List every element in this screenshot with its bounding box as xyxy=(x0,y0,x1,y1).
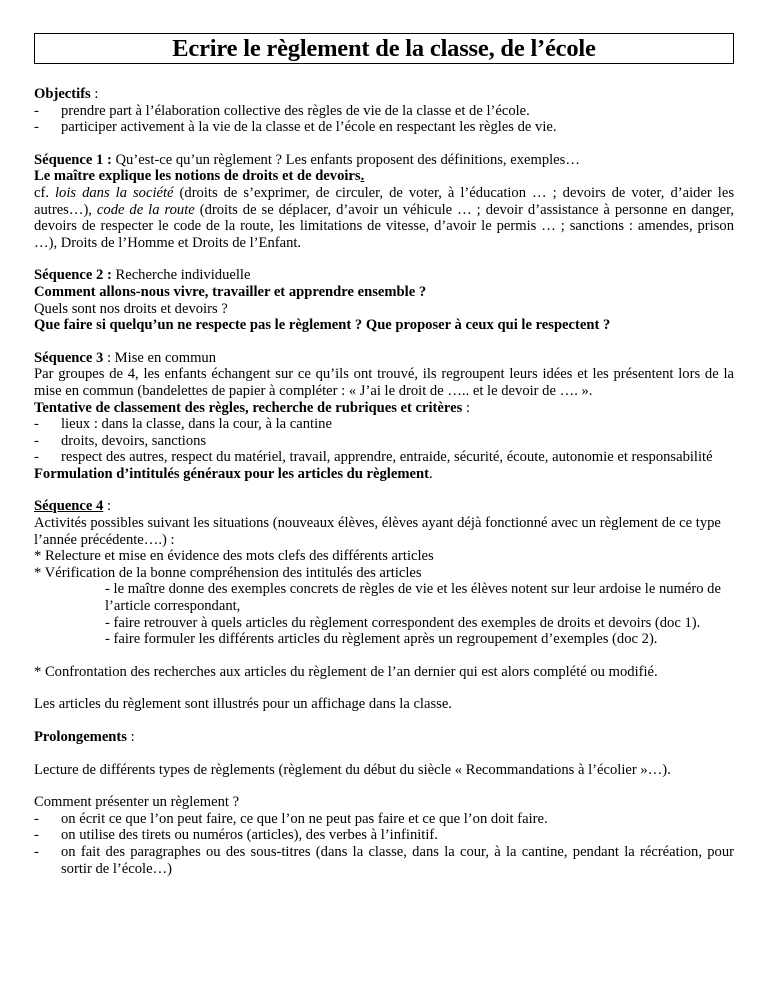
seq3-item: - lieux : dans la classe, dans la cour, à la cantine xyxy=(34,416,734,433)
seq1-intro: Qu’est-ce qu’un règlement ? Les enfants proposent des définitions, exemples… xyxy=(111,151,580,168)
prolongements-item: - on écrit ce que l’on peut faire, ce que l’on ne peut pas faire et ce que l’on doit faire. xyxy=(34,811,734,828)
seq1-bold-end: . xyxy=(360,168,365,185)
prolongements-item: - on utilise des tirets ou numéros (articles), des verbes à l’infinitif. xyxy=(34,827,734,844)
seq1-lois: lois dans la société xyxy=(55,184,174,201)
seq3-tentative xyxy=(34,400,734,417)
objectifs-suffix: : xyxy=(90,86,99,102)
seq3-paragraph: Par groupes de 4, les enfants échangent sur ce qu’ils ont trouvé, ils regroupent leurs idées et les présentent lors de la mise en commun (bandelettes de papier à compléter : « J’ai le droit de ….. et le devoir de …. ». xyxy=(34,366,734,399)
seq1-cf: cf. xyxy=(34,184,55,201)
seq2-question-3: Que faire si quelqu’un ne respecte pas le règlement ? Que proposer à ceux qui le respectent ? xyxy=(34,317,611,334)
prolongements-suffix: : xyxy=(126,729,135,745)
seq3-formulation xyxy=(34,466,734,483)
prolongements-heading xyxy=(34,729,734,746)
seq2-question-1: Comment allons-nous vivre, travailler et apprendre ensemble ? xyxy=(34,283,427,300)
prolongements-label: Prolongements xyxy=(34,729,127,745)
seq1-heading xyxy=(34,152,734,169)
seq4-sub-item xyxy=(34,581,734,614)
seq4-star-1: * Relecture et mise en évidence des mots clefs des différents articles xyxy=(34,548,434,565)
seq4-star-2: * Vérification de la bonne compréhension des intitulés des articles xyxy=(34,564,422,581)
seq1-code-text: (droits de se déplacer, d’avoir un véhicule … ; devoir d’assistance à personne en danger, devoirs de respecter le code de la route, les limitations de vitesse, d’avoir le permis … ; sanctions : amendes, prison …), Droits de l’Homme et Droits de l’Enfant. xyxy=(34,201,734,251)
objectif-item: - participer activement à la vie de la classe et de l’école en respectant les règles de vie. xyxy=(34,119,734,136)
seq2-intro: Recherche individuelle xyxy=(111,267,251,284)
seq3-label: Séquence 3 xyxy=(34,349,104,366)
seq4-illustres: Les articles du règlement sont illustrés pour un affichage dans la classe. xyxy=(34,696,452,713)
seq1-lois-text: (droits de s’exprimer, de circuler, de voter, à l’éducation … ; devoirs de voter, d’aider les autres…), xyxy=(34,184,734,218)
seq3-heading xyxy=(34,350,734,367)
seq3-intro: : Mise en commun xyxy=(103,349,217,366)
seq4-sub-text: - le maître donne des exemples concrets de règles de vie et les élèves notent sur leur ardoise le numéro de l’article correspondant, xyxy=(105,581,721,615)
objectifs-label: Objectifs xyxy=(34,86,91,102)
seq3-formulation-bold: Formulation d’intitulés généraux pour les articles du règlement xyxy=(34,465,429,482)
seq1-bold: Le maître explique les notions de droits et de devoirs xyxy=(34,168,361,185)
seq2-heading xyxy=(34,267,734,284)
prolongements-question: Comment présenter un règlement ? xyxy=(34,794,240,811)
objectif-item: - prendre part à l’élaboration collective des règles de vie de la classe et de l’école. xyxy=(34,103,734,120)
objectifs-heading xyxy=(34,86,734,103)
seq1-bold-line xyxy=(34,168,734,185)
seq4-confrontation: * Confrontation des recherches aux articles du règlement de l’an dernier qui est alors complété ou modifié. xyxy=(34,663,658,680)
prolongements-lecture: Lecture de différents types de règlements (règlement du début du siècle « Recommandations à l’écolier »…). xyxy=(34,761,671,778)
seq4-sub-item: - faire retrouver à quels articles du règlement correspondent des exemples de droits et devoirs (doc 1). xyxy=(105,614,701,631)
seq1-code: code de la route xyxy=(96,201,195,218)
page-title: Ecrire le règlement de la classe, de l’école xyxy=(34,33,734,64)
seq3-tentative-end: : xyxy=(462,399,470,416)
seq1-paragraph xyxy=(34,185,734,251)
prolongements-item: - on fait des paragraphes ou des sous-titres (dans la classe, dans la cour, à la cantine, pendant la récréation, pour sortir de l’école…) xyxy=(34,844,734,877)
seq3-item: - droits, devoirs, sanctions xyxy=(34,433,734,450)
document-page xyxy=(34,33,734,877)
seq4-label: Séquence 4 xyxy=(34,498,104,515)
seq4-heading xyxy=(34,498,734,515)
seq3-item: - respect des autres, respect du matériel, travail, apprendre, entraide, sécurité, écoute, autonomie et responsabilité xyxy=(34,449,734,466)
seq1-label: Séquence 1 : xyxy=(34,151,112,168)
seq2-question-2: Quels sont nos droits et devoirs ? xyxy=(34,300,228,317)
seq4-paragraph: Activités possibles suivant les situations (nouveaux élèves, élèves ayant déjà fonctionné avec un règlement de ce type l’année précédente….) : xyxy=(34,515,721,548)
seq4-sub-item: - faire formuler les différents articles du règlement après un regroupement d’exemples (doc 2). xyxy=(105,631,658,648)
seq3-tentative-bold: Tentative de classement des règles, recherche de rubriques et critères xyxy=(34,399,463,416)
seq3-formulation-end: . xyxy=(428,465,433,482)
seq4-suffix: : xyxy=(103,498,112,515)
seq2-label: Séquence 2 : xyxy=(34,267,112,284)
